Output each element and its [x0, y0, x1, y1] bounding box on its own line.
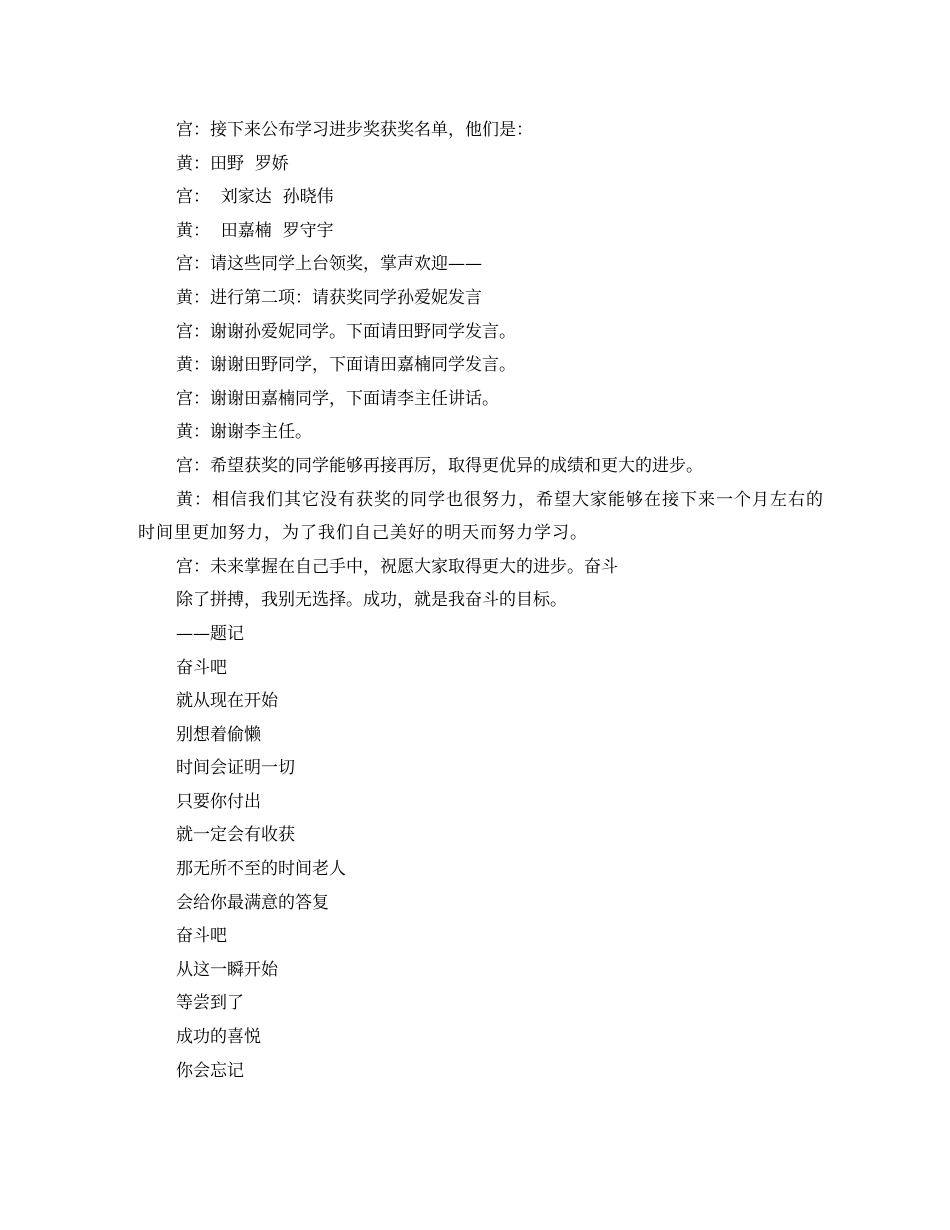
- dialogue-line: 黄： 田嘉楠 罗守宇: [176, 220, 334, 241]
- poem-line: 成功的喜悦: [176, 1027, 261, 1048]
- poem-line: 你会忘记: [176, 1060, 244, 1081]
- poem-line: 奋斗吧: [176, 926, 227, 947]
- dialogue-line: 黄：相信我们其它没有获奖的同学也很努力，希望大家能够在接下来一个月左右的时间里更加努力，为了我们自己美好的明天而努力学习。: [138, 489, 824, 544]
- dialogue-line: 宫：谢谢田嘉楠同学，下面请李主任讲话。: [176, 388, 499, 409]
- dialogue-line: 宫：请这些同学上台领奖，掌声欢迎——: [176, 254, 482, 275]
- essay-line: 除了拼搏，我别无选择。成功，就是我奋斗的目标。: [176, 590, 567, 611]
- poem-line: 时间会证明一切: [176, 758, 295, 779]
- essay-epigraph-credit: ——题记: [176, 623, 244, 644]
- poem-line: 会给你最满意的答复: [176, 892, 329, 913]
- dialogue-line: 黄：谢谢李主任。: [176, 422, 312, 443]
- dialogue-line: 黄：谢谢田野同学，下面请田嘉楠同学发言。: [176, 355, 516, 376]
- poem-line: 别想着偷懒: [176, 724, 261, 745]
- poem-line: 只要你付出: [176, 791, 261, 812]
- dialogue-line: 宫： 刘家达 孙晓伟: [176, 187, 334, 208]
- poem-line: 等尝到了: [176, 993, 244, 1014]
- dialogue-line: 黄：田野 罗娇: [176, 153, 289, 174]
- dialogue-line: 宫：谢谢孙爱妮同学。下面请田野同学发言。: [176, 321, 516, 342]
- poem-line: 就一定会有收获: [176, 825, 295, 846]
- dialogue-line: 宫：接下来公布学习进步奖获奖名单，他们是：: [176, 120, 533, 140]
- poem-line: 从这一瞬开始: [176, 959, 278, 980]
- poem-line: 那无所不至的时间老人: [176, 859, 346, 880]
- poem-line: 就从现在开始: [176, 691, 278, 712]
- poem-line: 奋斗吧: [176, 657, 227, 678]
- document-body: [138, 114, 828, 1088]
- dialogue-line: 黄：进行第二项：请获奖同学孙爱妮发言: [176, 287, 482, 308]
- dialogue-line: 宫：未来掌握在自己手中，祝愿大家取得更大的进步。奋斗: [176, 556, 618, 577]
- dialogue-line: 宫：希望获奖的同学能够再接再厉，取得更优异的成绩和更大的进步。: [176, 455, 703, 476]
